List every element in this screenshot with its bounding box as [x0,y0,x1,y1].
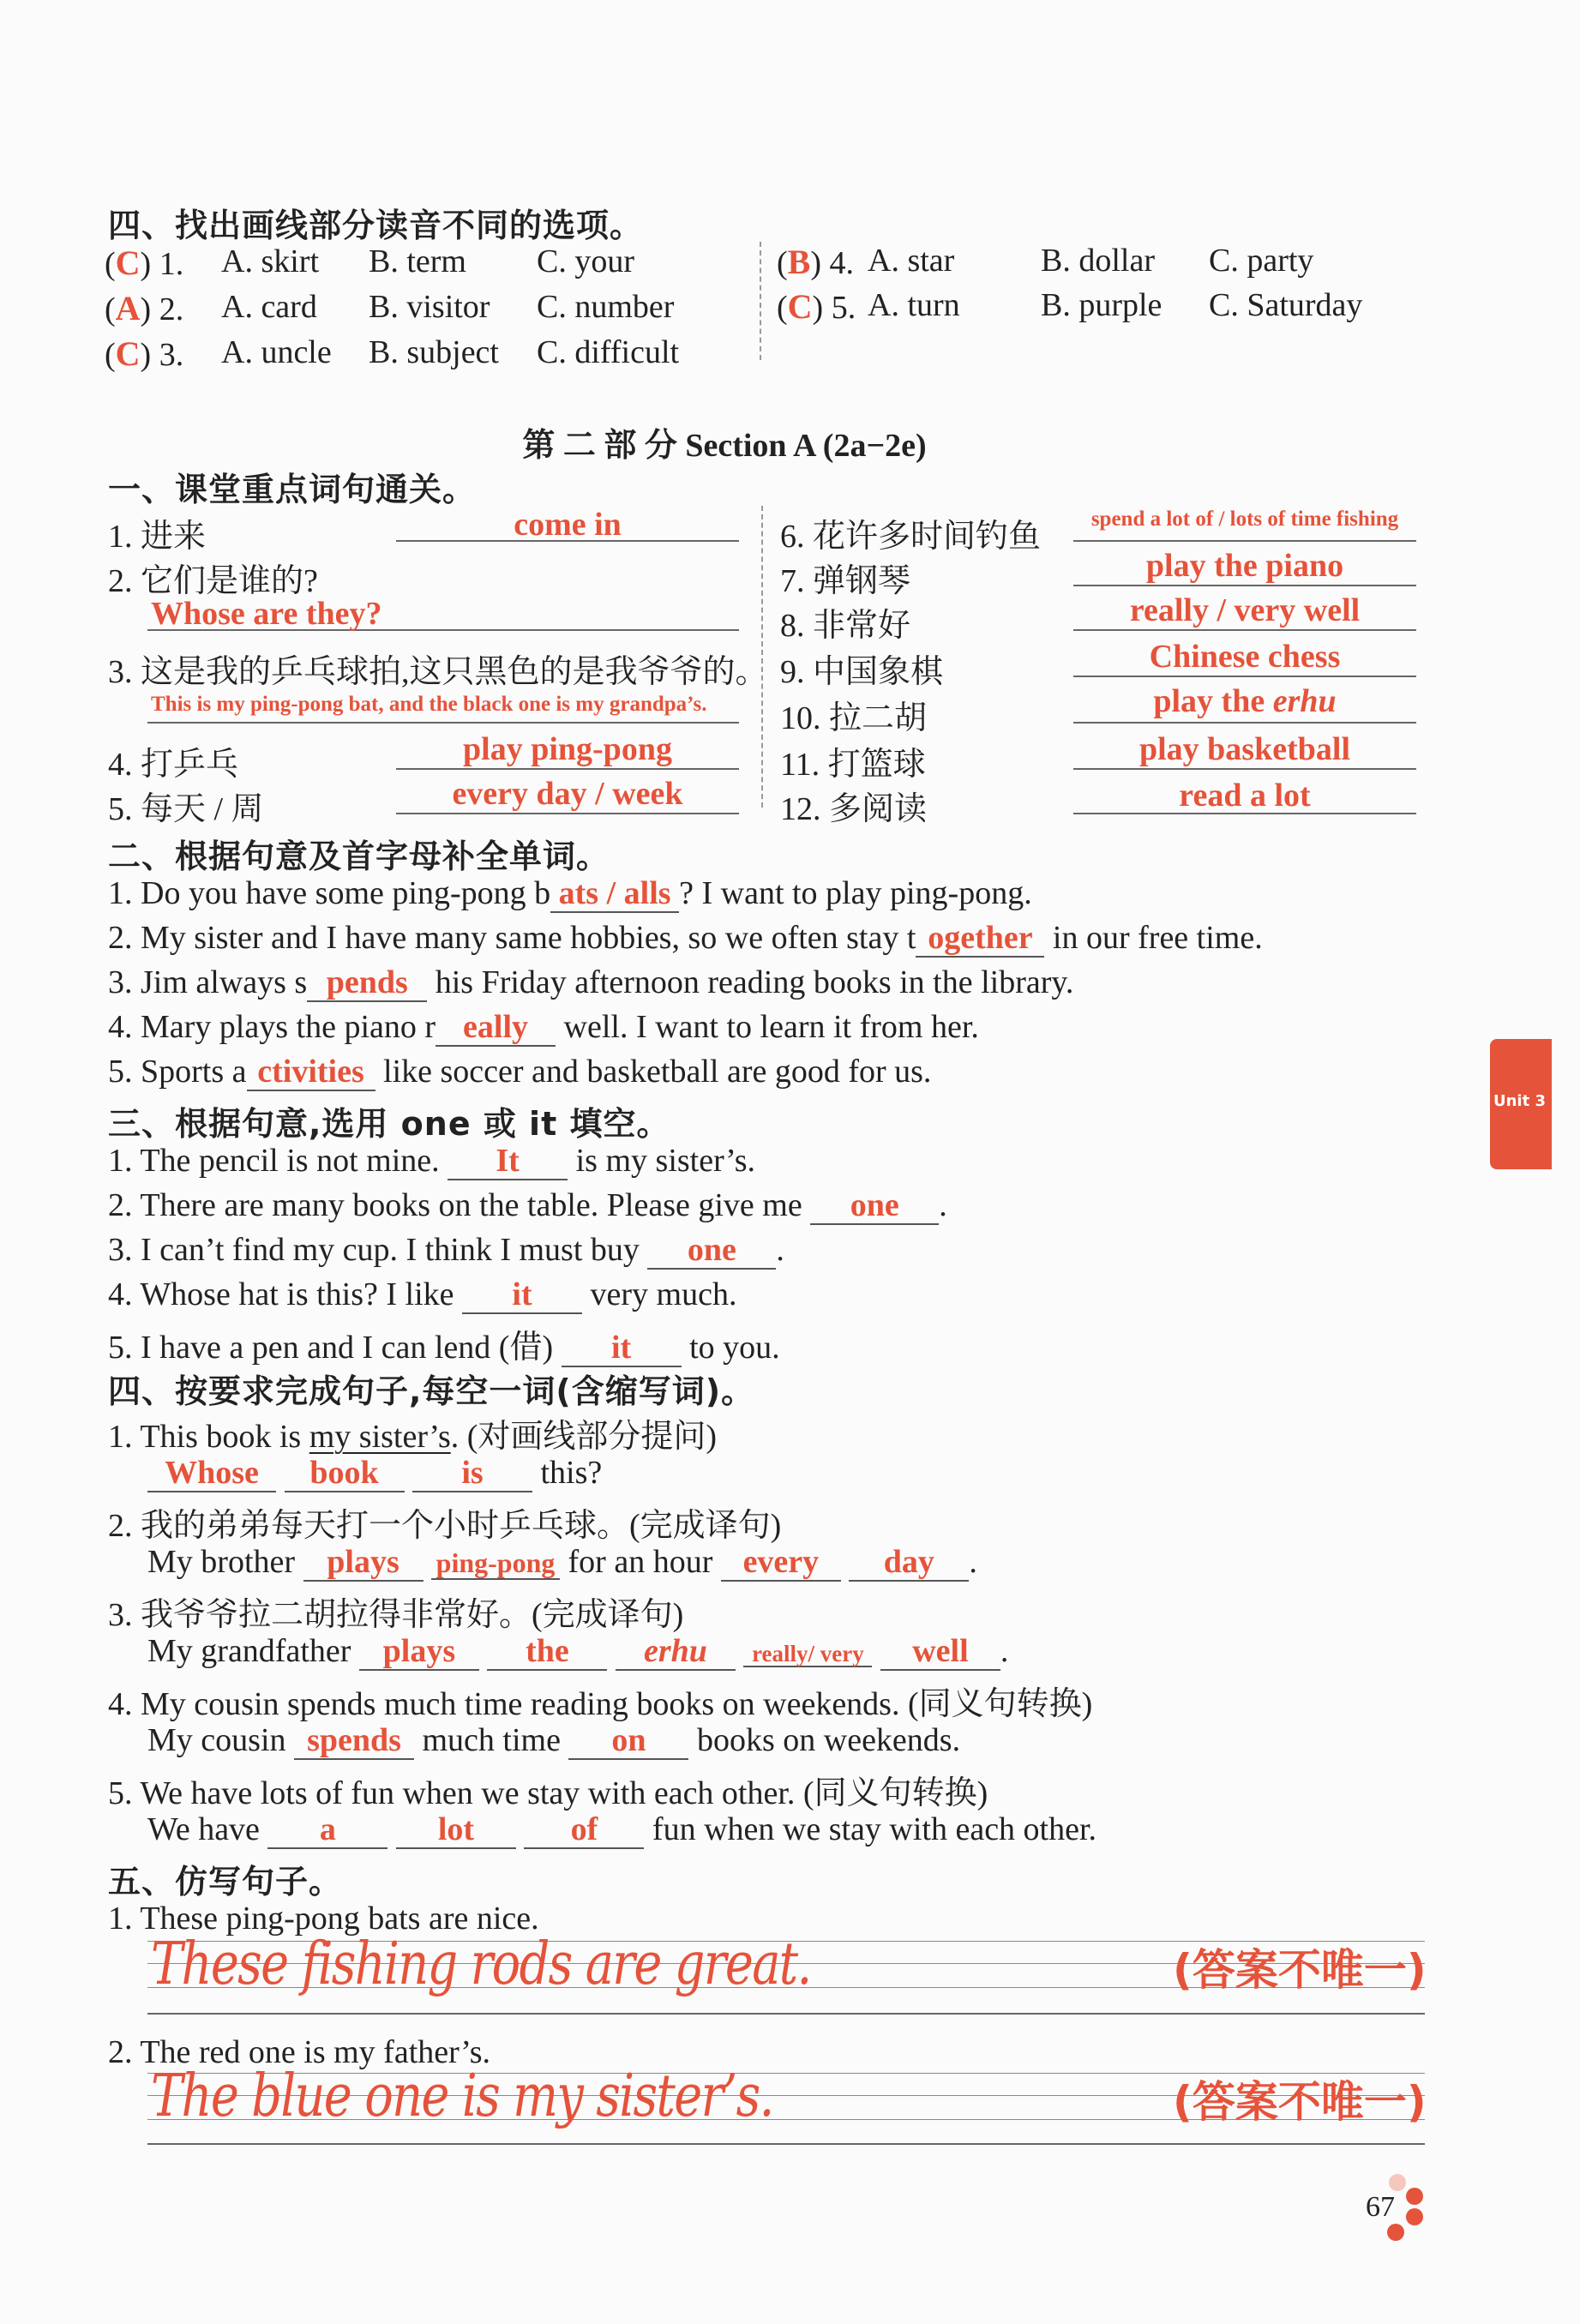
s1-q8: 8. 非常好 [780,608,911,644]
s4-q2-answer: My brother plays ping-pong for an hour every day . [147,1544,977,1580]
s4-q3: 3. 我爷爷拉二胡拉得非常好。(完成译句) [108,1597,684,1633]
option-c: C. your [537,243,634,279]
s4-q1-answer: Whose book is this? [147,1454,602,1492]
s3-heading: 三、根据句意,选用 one 或 it 填空。 [108,1105,670,1143]
phonics-row-1: (C) 1. [105,243,184,282]
s1-q3: 3. 这是我的乒乓球拍,这只黑色的是我爷爷的。 [108,654,768,690]
page-number: 67 [1366,2191,1395,2223]
s1-a7: play the piano [1145,548,1344,584]
s3-item-4: 4. Whose hat is this? I like it very much. [108,1276,737,1312]
s4-heading: 四、按要求完成句子,每空一词(含缩写词)。 [108,1372,755,1410]
option-a: A. uncle [221,334,332,370]
s1-q2: 2. 它们是谁的? [108,563,318,599]
unit-side-tab: Unit 3 [1490,1039,1552,1169]
s2-item-1: 1. Do you have some ping-pong b ats / alls ? I want to play ping-pong. [108,875,1032,911]
phonics-row-2: (A) 2. [105,289,184,327]
decor-dot [1387,2224,1404,2241]
s3-item-2: 2. There are many books on the table. Please give me one . [108,1187,947,1223]
s5-note1: (答案不唯一) [1173,1945,1427,1995]
option-b: B. purple [1041,287,1162,323]
s1-q5: 5. 每天 / 周 [108,791,264,827]
s1-a2: Whose are they? [151,596,382,632]
option-a: A. star [868,243,955,279]
s1-q7: 7. 弹钢琴 [780,563,911,599]
s2-heading: 二、根据句意及首字母补全单词。 [108,838,610,875]
s1-q4: 4. 打乒乓 [108,747,239,783]
s4-q3-answer: My grandfather plays the erhu really/ very well . [147,1633,1009,1669]
s5-a1: These fishing rods are great. [151,1931,811,1998]
s4-q4-answer: My cousin spends much time on books on weekends. [147,1722,961,1758]
option-c: C. Saturday [1209,287,1363,323]
s1-a4: play ping-pong [463,731,672,767]
s1-a1: come in [514,507,622,543]
phonics-row-4: (B) 4. [777,243,854,281]
s1-a8: really / very well [1129,592,1361,628]
section-title: 第 二 部 分 Section A (2a−2e) [522,428,927,464]
phonics-row-5: (C) 5. [777,287,856,326]
s4-q2: 2. 我的弟弟每天打一个小时乒乓球。(完成译句) [108,1508,782,1544]
s2-item-4: 4. Mary plays the piano r eally well. I want to learn it from her. [108,1009,979,1045]
option-a: A. skirt [221,243,319,279]
option-b: B. subject [369,334,499,370]
s4-q1: 1. This book is my sister’s. (对画线部分提问) [108,1419,718,1455]
s1-a9: Chinese chess [1149,639,1341,675]
column-divider [760,242,761,360]
phonics-heading: 四、找出画线部分读音不同的选项。 [108,207,644,244]
s1-a11: play basketball [1138,731,1351,767]
option-a: A. turn [868,287,960,323]
s3-item-5: 5. I have a pen and I can lend (借) it to you. [108,1330,780,1366]
s2-item-3: 3. Jim always s pends his Friday afternoon reading books in the library. [108,964,1074,1000]
decor-dot [1389,2174,1406,2191]
s1-a5: every day / week [452,776,683,812]
s1-q12: 12. 多阅读 [780,791,928,827]
option-b: B. term [369,243,466,279]
s4-q5-answer: We have a lot of fun when we stay with each other. [147,1811,1097,1847]
option-b: B. dollar [1041,243,1155,279]
s1-a12: read a lot [1179,778,1311,814]
s1-q9: 9. 中国象棋 [780,654,944,690]
s1-a3: This is my ping-pong bat, and the black one is my grandpa’s. [151,693,707,716]
option-c: C. difficult [537,334,680,370]
s1-q1: 1. 进来 [108,519,207,555]
option-a: A. card [221,289,317,325]
option-c: C. number [537,289,675,325]
s4-q4: 4. My cousin spends much time reading books on weekends. (同义句转换) [108,1686,1093,1722]
s2-item-2: 2. My sister and I have many same hobbies, so we often stay t ogether in our free time. [108,920,1263,956]
decor-dot [1406,2208,1423,2225]
s5-q2: 2. The red one is my father’s. [108,2034,491,2070]
s1-a6: spend a lot of / lots of time fishing [1090,507,1399,531]
decor-dot [1406,2188,1423,2205]
s3-item-1: 1. The pencil is not mine. It is my sister’s. [108,1143,755,1179]
s1-q11: 11. 打篮球 [780,747,926,783]
s5-note2: (答案不唯一) [1173,2077,1427,2127]
option-c: C. party [1209,243,1314,279]
phonics-row-3: (C) 3. [105,334,184,373]
s1-a10: play the erhu [1153,683,1337,719]
s4-q5: 5. We have lots of fun when we stay with each other. (同义句转换) [108,1775,988,1811]
s1-q6: 6. 花许多时间钓鱼 [780,519,1042,555]
s1-q10: 10. 拉二胡 [780,700,928,736]
s2-item-5: 5. Sports a ctivities like soccer and basketball are good for us. [108,1054,932,1090]
s3-item-3: 3. I can’t find my cup. I think I must buy one . [108,1232,784,1268]
s1-heading: 一、课堂重点词句通关。 [108,471,477,508]
s5-a2: The blue one is my sister’s. [151,2063,773,2130]
s5-q1: 1. These ping-pong bats are nice. [108,1901,539,1937]
option-b: B. visitor [369,289,490,325]
s5-heading: 五、仿写句子。 [108,1863,343,1901]
